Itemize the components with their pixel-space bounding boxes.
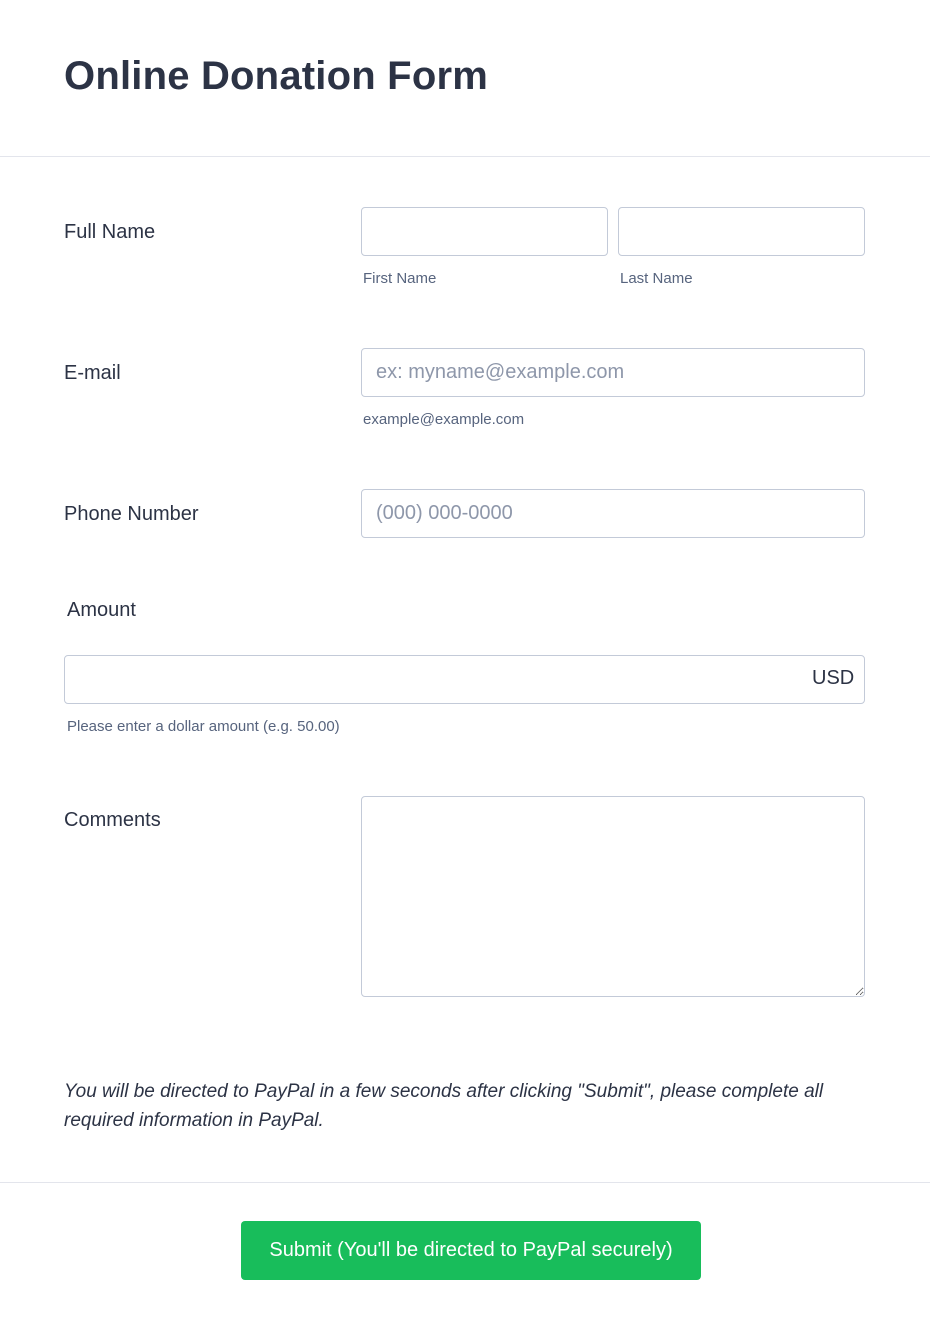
paypal-notice: You will be directed to PayPal in a few seconds after clicking "Submit", please complete all required information in PayPal.	[64, 1081, 824, 1131]
page-title: Online Donation Form	[64, 54, 488, 98]
amount-sublabel: Please enter a dollar amount (e.g. 50.00)	[67, 718, 340, 735]
email-label: E-mail	[64, 362, 121, 384]
footer-divider	[0, 1182, 930, 1183]
comments-textarea[interactable]	[361, 796, 865, 997]
amount-input[interactable]	[64, 655, 865, 704]
last-name-input[interactable]	[618, 207, 865, 256]
currency-label: USD	[812, 667, 855, 689]
full-name-label: Full Name	[64, 221, 156, 243]
submit-button[interactable]: Submit (You'll be directed to PayPal securely)	[241, 1221, 701, 1280]
comments-label: Comments	[64, 809, 161, 831]
first-name-sublabel: First Name	[363, 270, 437, 287]
email-sublabel: example@example.com	[363, 411, 525, 428]
form-header	[0, 0, 930, 157]
amount-label: Amount	[67, 599, 136, 621]
email-input[interactable]	[361, 348, 865, 397]
last-name-sublabel: Last Name	[620, 270, 693, 287]
first-name-input[interactable]	[361, 207, 608, 256]
phone-label: Phone Number	[64, 503, 199, 525]
phone-input[interactable]	[361, 489, 865, 538]
